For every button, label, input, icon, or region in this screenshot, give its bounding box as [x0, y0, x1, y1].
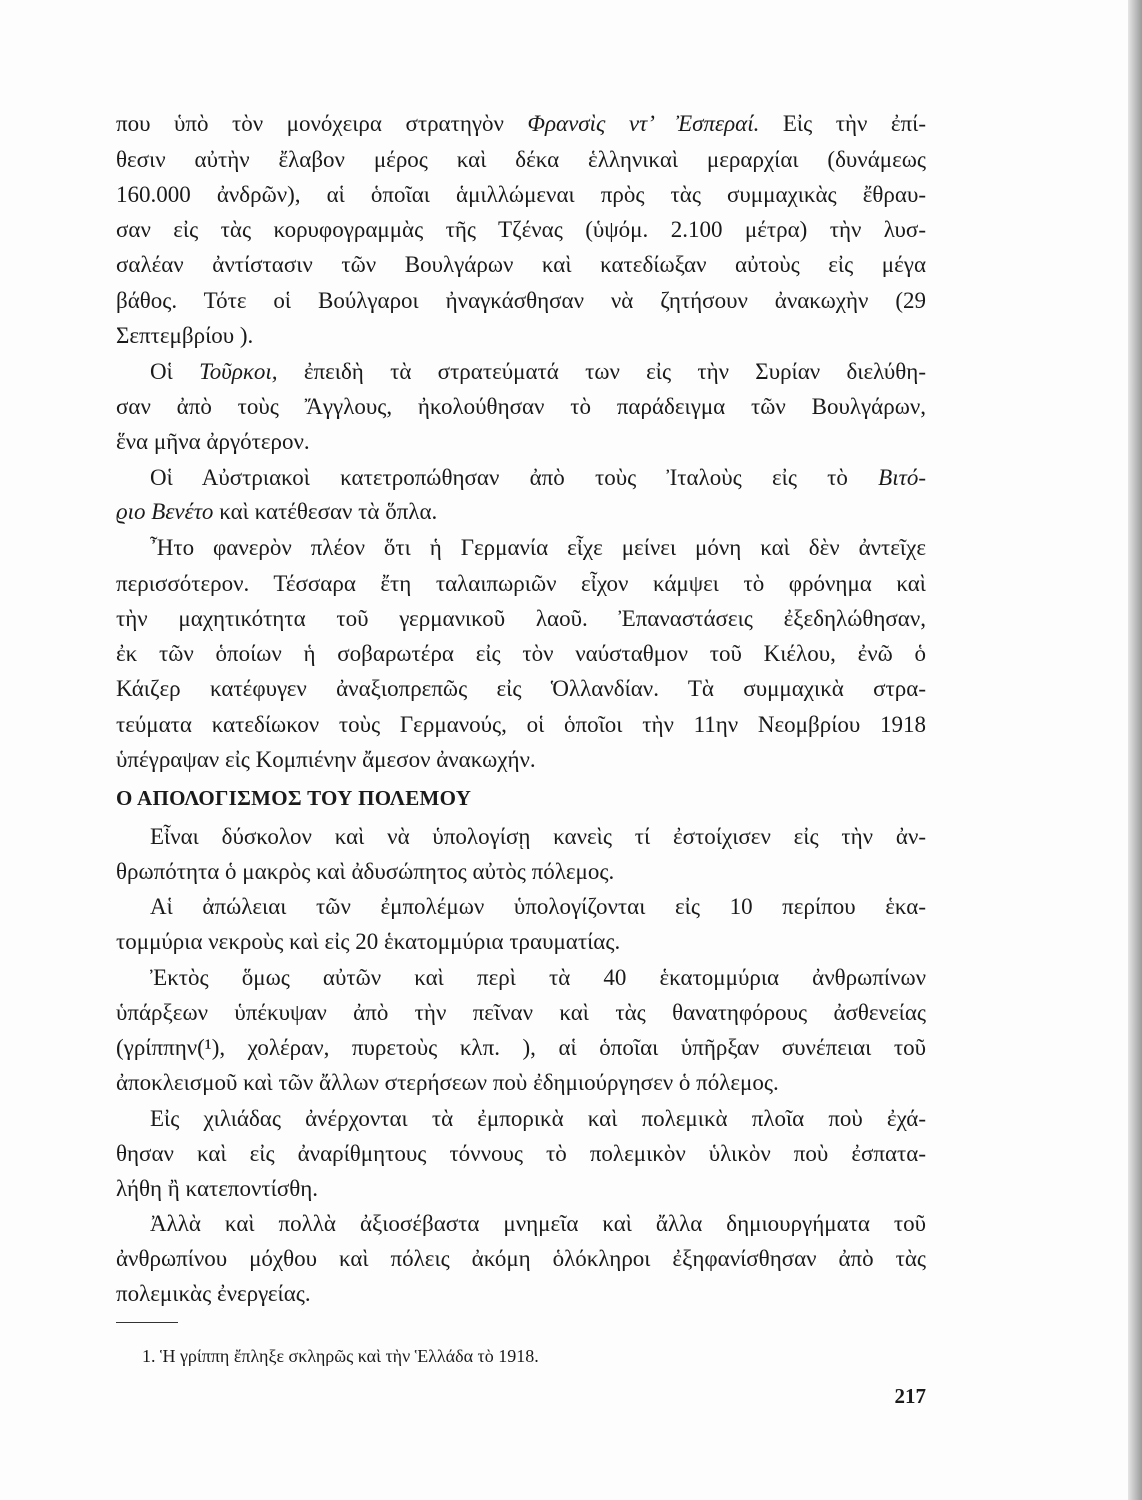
text-line	[150, 963, 926, 993]
footnote-rule	[116, 1322, 178, 1323]
text-line	[116, 109, 926, 139]
text-line	[116, 250, 926, 280]
text-line	[116, 1279, 926, 1309]
text-segment: Ἀλλὰ καὶ πολλὰ ἀξιοσέβαστα μνημεῖα καὶ ἄλλα δημιουργήματα τοῦ	[150, 1211, 926, 1236]
text-line	[116, 1033, 926, 1063]
text-segment: Οἱ	[150, 359, 200, 384]
text-line	[116, 286, 926, 316]
text-segment: θησαν καὶ εἰς ἀναρίθμητους τόννους τὸ πολεμικὸν ὑλικὸν ποὺ ἐσπατα-	[116, 1141, 926, 1166]
text-segment: Σεπτεμβρίου ).	[116, 323, 254, 348]
text-segment: καὶ κατέθεσαν τὰ ὅπλα.	[213, 499, 438, 524]
italic-text: Βιτό-	[878, 465, 926, 490]
text-segment: Εἰς χιλιάδας ἀνέρχονται τὰ ἐμπορικὰ καὶ πολεμικὰ πλοῖα ποὺ ἐχά-	[150, 1106, 926, 1131]
text-line	[116, 145, 926, 175]
text-segment: ὑπέγραψαν εἰς Κομπιένην ἄμεσον ἀνακωχήν.	[116, 747, 536, 772]
text-segment: ἕνα μῆνα ἀργότερον.	[116, 429, 310, 454]
text-segment: Κάιζερ κατέφυγεν ἀναξιοπρεπῶς εἰς Ὁλλανδίαν. Τὰ συμμαχικὰ στρα-	[116, 676, 926, 701]
text-segment: 160.000 ἀνδρῶν), αἱ ὁποῖαι ἁμιλλώμεναι πρὸς τὰς συμμαχικὰς ἔθραυ-	[116, 182, 926, 207]
italic-text: Τοῦρκοι,	[199, 359, 278, 384]
text-segment: σαν ἀπὸ τοὺς Ἄγγλους, ἠκολούθησαν τὸ παράδειγμα τῶν Βουλγάρων,	[116, 394, 926, 419]
text-line	[116, 857, 926, 887]
text-line	[116, 215, 926, 245]
text-line	[116, 674, 926, 704]
text-segment: ἀνθρωπίνου μόχθου καὶ πόλεις ἀκόμη ὁλόκληροι ἐξηφανίσθησαν ἀπὸ τὰς	[116, 1246, 926, 1271]
text-segment: ἐκ τῶν ὁποίων ἡ σοβαρωτέρα εἰς τὸν ναύσταθμον τοῦ Κιέλου, ἐνῶ ὁ	[116, 641, 926, 666]
text-segment: ὑπάρξεων ὑπέκυψαν ἀπὸ τὴν πεῖναν καὶ τὰς θανατηφόρους ἀσθενείας	[116, 1000, 926, 1025]
text-line	[150, 463, 926, 493]
text-line	[116, 321, 926, 351]
text-segment: θεσιν αὐτὴν ἔλαβον μέρος καὶ δέκα ἑλληνικαὶ μεραρχίαι (δυνάμεως	[116, 147, 926, 172]
text-line	[150, 822, 926, 852]
footnote: 1. Ἡ γρίππη ἔπληξε σκληρῶς καὶ τὴν Ἑλλάδα τὸ 1918.	[142, 1346, 539, 1366]
text-line	[116, 392, 926, 422]
text-line	[116, 927, 926, 957]
text-line	[116, 998, 926, 1028]
text-segment: (γρίππην(¹), χολέραν, πυρετοὺς κλπ. ), αἱ ὁποῖαι ὑπῆρξαν συνέπειαι τοῦ	[116, 1035, 926, 1060]
text-segment: ἀποκλεισμοῦ καὶ τῶν ἄλλων στερήσεων ποὺ ἐδημιούργησεν ὁ πόλεμος.	[116, 1070, 779, 1095]
italic-text: ϱιο Βενέτο	[116, 499, 214, 524]
text-segment: περισσότερον. Τέσσαρα ἔτη ταλαιπωριῶν εἶχον κάμψει τὸ φρόνημα καὶ	[116, 571, 926, 596]
text-segment: Εἶναι δύσκολον καὶ νὰ ὑπολογίσῃ κανεὶς τί ἐστοίχισεν εἰς τὴν ἀν-	[150, 824, 926, 849]
page-number: 217	[894, 1384, 926, 1408]
italic-text: Φρανσὶς ντ’ Ἐσπεραί.	[527, 111, 760, 136]
text-line	[150, 357, 926, 387]
text-segment: βάθος. Τότε οἱ Βούλγαροι ἠναγκάσθησαν νὰ ζητήσουν ἀνακωχὴν (29	[116, 288, 926, 313]
text-segment: πολεμικὰς ἐνεργείας.	[116, 1281, 311, 1306]
text-line	[116, 427, 926, 457]
text-line	[150, 892, 926, 922]
text-line	[150, 533, 926, 563]
text-segment: που ὑπὸ τὸν μονόχειρα στρατηγὸν	[116, 111, 528, 136]
text-line	[150, 1209, 926, 1239]
text-segment: θρωπότητα ὁ μακρὸς καὶ ἀδυσώπητος αὐτὸς πόλεμος.	[116, 859, 615, 884]
text-line	[116, 639, 926, 669]
text-line	[116, 1174, 926, 1204]
text-segment: σαλέαν ἀντίστασιν τῶν Βουλγάρων καὶ κατεδίωξαν αὐτοὺς εἰς μέγα	[116, 252, 926, 277]
text-line	[116, 1244, 926, 1274]
text-line	[116, 745, 926, 775]
text-line	[116, 604, 926, 634]
text-segment: Ἐκτὸς ὅμως αὐτῶν καὶ περὶ τὰ 40 ἑκατομμύρια ἀνθρωπίνων	[150, 965, 926, 990]
text-segment: Οἱ Αὐστριακοὶ κατετροπώθησαν ἀπὸ τοὺς Ἰταλοὺς εἰς τὸ	[150, 465, 879, 490]
text-segment: ἐπειδὴ τὰ στρατεύματά των εἰς τὴν Συρίαν διελύθη-	[277, 359, 926, 384]
text-line	[116, 180, 926, 210]
text-segment: τὴν μαχητικότητα τοῦ γερμανικοῦ λαοῦ. Ἐπαναστάσεις ἐξεδηλώθησαν,	[116, 606, 926, 631]
text-segment: Εἰς τὴν ἐπί-	[759, 111, 926, 136]
page-edge-shadow	[1128, 0, 1142, 1500]
text-line	[116, 1139, 926, 1169]
text-segment: λήθη ἢ κατεποντίσθη.	[116, 1176, 319, 1201]
section-heading: Ο ΑΠΟΛΟΓΙΣΜΟΣ ΤΟΥ ΠΟΛΕΜΟΥ	[116, 786, 472, 810]
text-segment: τεύματα κατεδίωκον τοὺς Γερμανούς, οἱ ὁποῖοι τὴν 11ην Νεομβρίου 1918	[116, 712, 926, 737]
text-segment: Αἱ ἀπώλειαι τῶν ἐμπολέμων ὑπολογίζονται εἰς 10 περίπου ἑκα-	[150, 894, 926, 919]
text-line	[116, 710, 926, 740]
text-line	[116, 497, 926, 527]
text-line	[116, 1068, 926, 1098]
text-segment: Ἦτο φανερὸν πλέον ὅτι ἡ Γερμανία εἶχε μείνει μόνη καὶ δὲν ἀντεῖχε	[150, 535, 926, 560]
text-line	[150, 1104, 926, 1134]
text-segment: σαν εἰς τὰς κορυφογραμμὰς τῆς Τζένας (ὑψόμ. 2.100 μέτρα) τὴν λυσ-	[116, 217, 926, 242]
text-segment: τομμύρια νεκροὺς καὶ εἰς 20 ἑκατομμύρια τραυματίας.	[116, 929, 621, 954]
text-line	[116, 569, 926, 599]
